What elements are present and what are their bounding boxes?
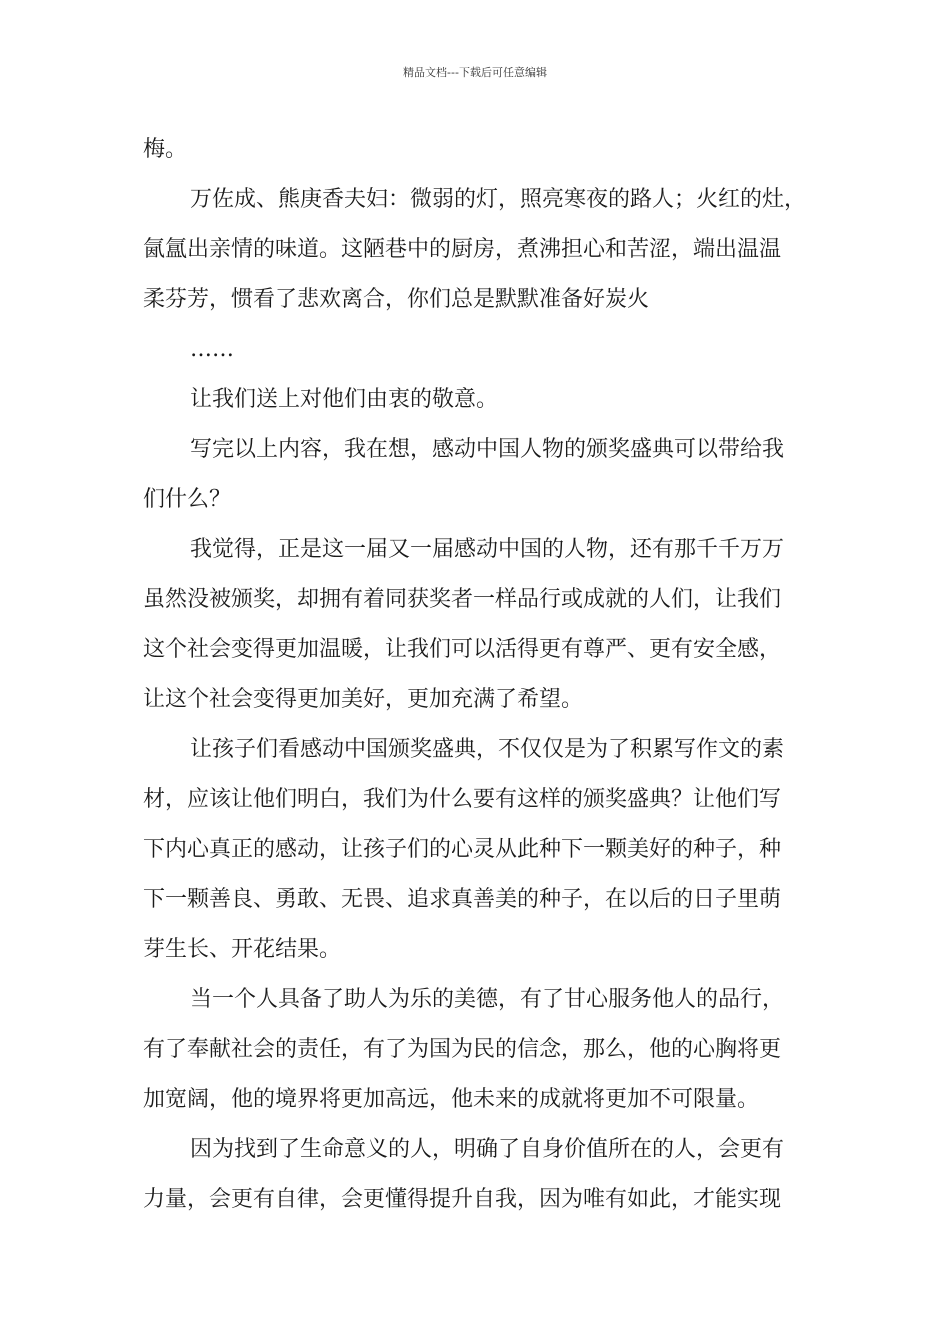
text-line: 加宽阔，他的境界将更加高远，他未来的成就将更加不可限量。 bbox=[143, 1087, 760, 1112]
text-line: 这个社会变得更加温暖，让我们可以活得更有尊严、更有安全感， bbox=[143, 637, 782, 662]
text-line: 万佐成、熊庚香夫妇：微弱的灯，照亮寒夜的路人；火红的灶， bbox=[190, 187, 807, 212]
page-header: 精品文档---下载后可任意编辑 bbox=[403, 66, 547, 79]
text-line: 当一个人具备了助人为乐的美德，有了甘心服务他人的品行， bbox=[190, 987, 785, 1012]
text-line: 我觉得，正是这一届又一届感动中国的人物，还有那千千万万 bbox=[190, 537, 785, 562]
text-line: 写完以上内容，我在想，感动中国人物的颁奖盛典可以带给我 bbox=[190, 437, 785, 462]
text-line: 让这个社会变得更加美好，更加充满了希望。 bbox=[143, 687, 584, 712]
text-line: 因为找到了生命意义的人，明确了自身价值所在的人，会更有 bbox=[190, 1137, 785, 1162]
text-line: …… bbox=[190, 337, 234, 362]
text-line: 下内心真正的感动，让孩子们的心灵从此种下一颗美好的种子，种 bbox=[143, 837, 782, 862]
body-text bbox=[143, 125, 833, 1225]
text-line: 虽然没被颁奖，却拥有着同获奖者一样品行或成就的人们，让我们 bbox=[143, 587, 782, 612]
text-line: 让孩子们看感动中国颁奖盛典，不仅仅是为了积累写作文的素 bbox=[190, 737, 785, 762]
text-line: 有了奉献社会的责任，有了为国为民的信念，那么，他的心胸将更 bbox=[143, 1037, 782, 1062]
text-line: 氤氲出亲情的味道。这陋巷中的厨房，煮沸担心和苦涩，端出温温 bbox=[143, 237, 782, 262]
text-line: 下一颗善良、勇敢、无畏、追求真善美的种子，在以后的日子里萌 bbox=[143, 887, 782, 912]
text-line: 材，应该让他们明白，我们为什么要有这样的颁奖盛典？让他们写 bbox=[143, 787, 782, 812]
text-line: 让我们送上对他们由衷的敬意。 bbox=[190, 387, 499, 412]
text-line: 力量，会更有自律，会更懂得提升自我，因为唯有如此，才能实现 bbox=[143, 1187, 782, 1212]
text-line: 梅。 bbox=[143, 137, 188, 162]
text-line: 芽生长、开花结果。 bbox=[143, 937, 342, 962]
text-line: 们什么？ bbox=[143, 487, 232, 512]
text-line: 柔芬芳，惯看了悲欢离合，你们总是默默准备好炭火 bbox=[143, 287, 650, 312]
